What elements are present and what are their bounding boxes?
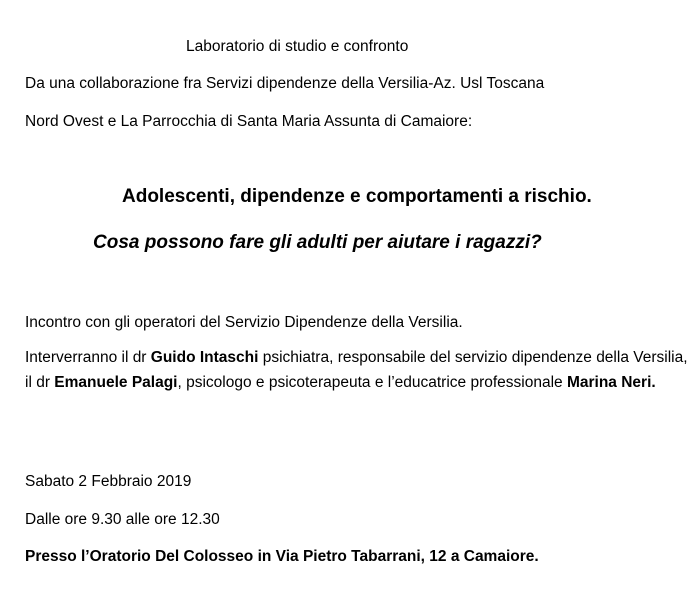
speakers-text-2: psichiatra, responsabile del servizio dipendenze della Versilia, il dr (25, 349, 688, 391)
event-subtitle: Cosa possono fare gli adulti per aiutare i ragazzi? (93, 232, 542, 253)
lab-title: Laboratorio di studio e confronto (186, 38, 409, 55)
collaboration-line-2: Nord Ovest e La Parrocchia di Santa Maria Assunta di Camaiore: (25, 113, 473, 130)
speakers-text-1: Interverranno il dr (25, 349, 151, 366)
event-date: Sabato 2 Febbraio 2019 (25, 473, 192, 490)
event-time: Dalle ore 9.30 alle ore 12.30 (25, 511, 220, 528)
collaboration-line-1: Da una collaborazione fra Servizi dipendenze della Versilia-Az. Usl Toscana (25, 75, 545, 92)
intro-paragraph: Incontro con gli operatori del Servizio Dipendenze della Versilia. (25, 314, 463, 331)
speaker-name-2: Emanuele Palagi (54, 373, 178, 391)
event-place: Presso l’Oratorio Del Colosseo in Via Pietro Tabarrani, 12 a Camaiore. (25, 548, 539, 565)
speaker-name-3: Marina Neri. (566, 373, 656, 391)
speakers-paragraph (25, 346, 697, 395)
speakers-text-3: , psicologo e psicoterapeuta e l’educatrice professionale (177, 373, 567, 391)
speaker-name-1: Guido Intaschi (150, 349, 259, 366)
event-title: Adolescenti, dipendenze e comportamenti a rischio. (122, 186, 592, 207)
